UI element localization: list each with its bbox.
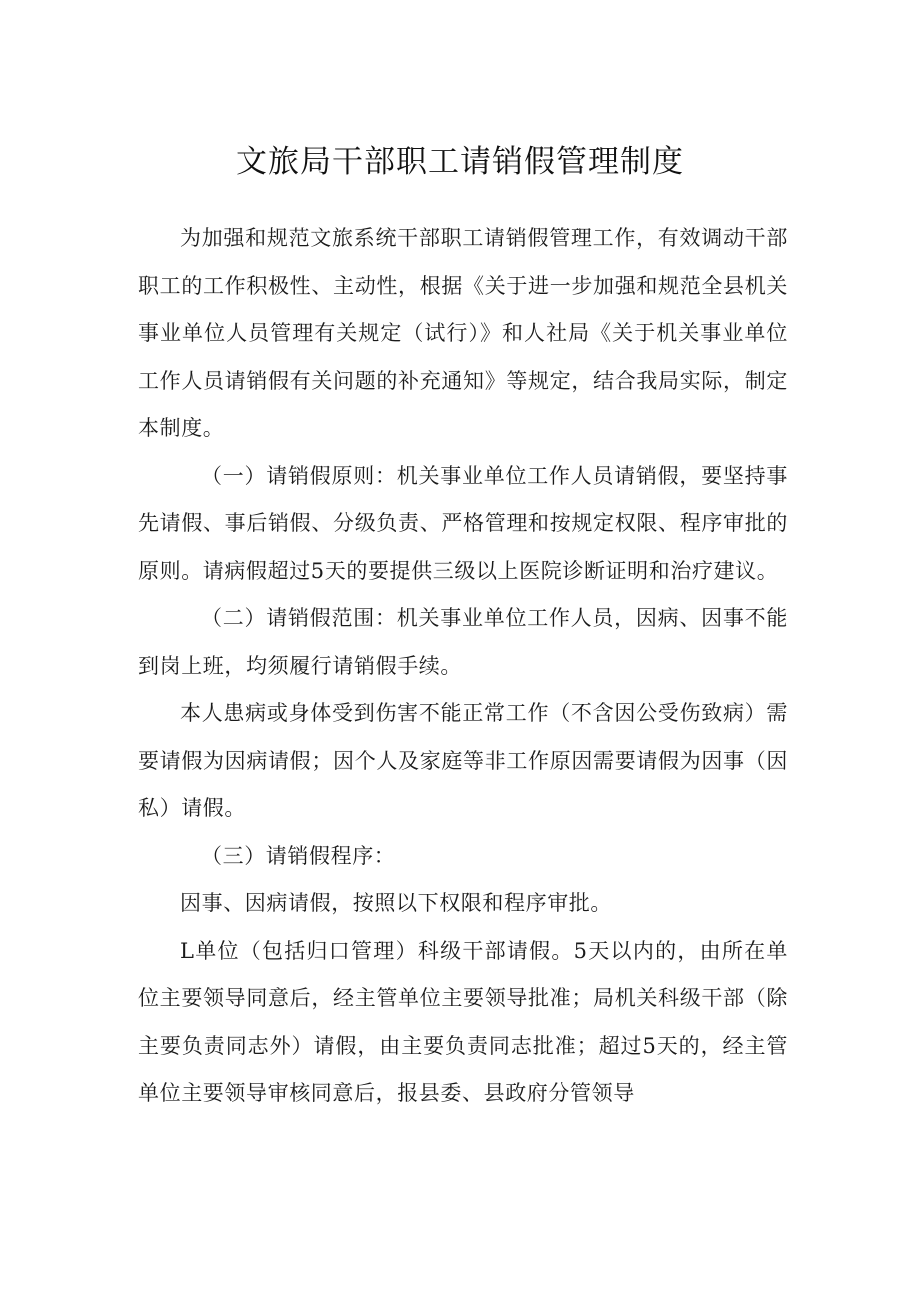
paragraph-definition: 本人患病或身体受到伤害不能正常工作（不含因公受伤致病）需要请假为因病请假；因个人及家庭等非工作原因需要请假为因事（因私）请假。 [138,701,788,820]
document-body [138,215,788,1118]
document-title: 文旅局干部职工请销假管理制度 [236,144,684,180]
paragraph-procedure-item-1: L单位（包括归口管理）科级干部请假。5天以内的，由所在单位主要领导同意后，经主管单位主要领导批准；局机关科级干部（除主要负责同志外）请假，由主要负责同志批准；超过5天的，经主管单位主要领导审核同意后，报县委、县政府分管领导 [138,938,788,1105]
paragraph-scope: （二）请销假范围：机关事业单位工作人员，因病、因事不能到岗上班，均须履行请销假手续。 [138,606,788,678]
paragraph-principle: （一）请销假原则：机关事业单位工作人员请销假，要坚持事先请假、事后销假、分级负责、严格管理和按规定权限、程序审批的原则。请病假超过5天的要提供三级以上医院诊断证明和治疗建议。 [138,463,788,583]
paragraph-procedure-heading: （三）请销假程序： [201,843,396,868]
paragraph-intro: 为加强和规范文旅系统干部职工请销假管理工作，有效调动干部职工的工作积极性、主动性，根据《关于进一步加强和规范全县机关事业单位人员管理有关规定（试行）》和人社局《关于机关事业单位工作人员请销假有关问题的补充通知》等规定，结合我局实际，制定本制度。 [138,226,788,440]
paragraph-procedure-intro: 因事、因病请假，按照以下权限和程序审批。 [180,891,612,915]
